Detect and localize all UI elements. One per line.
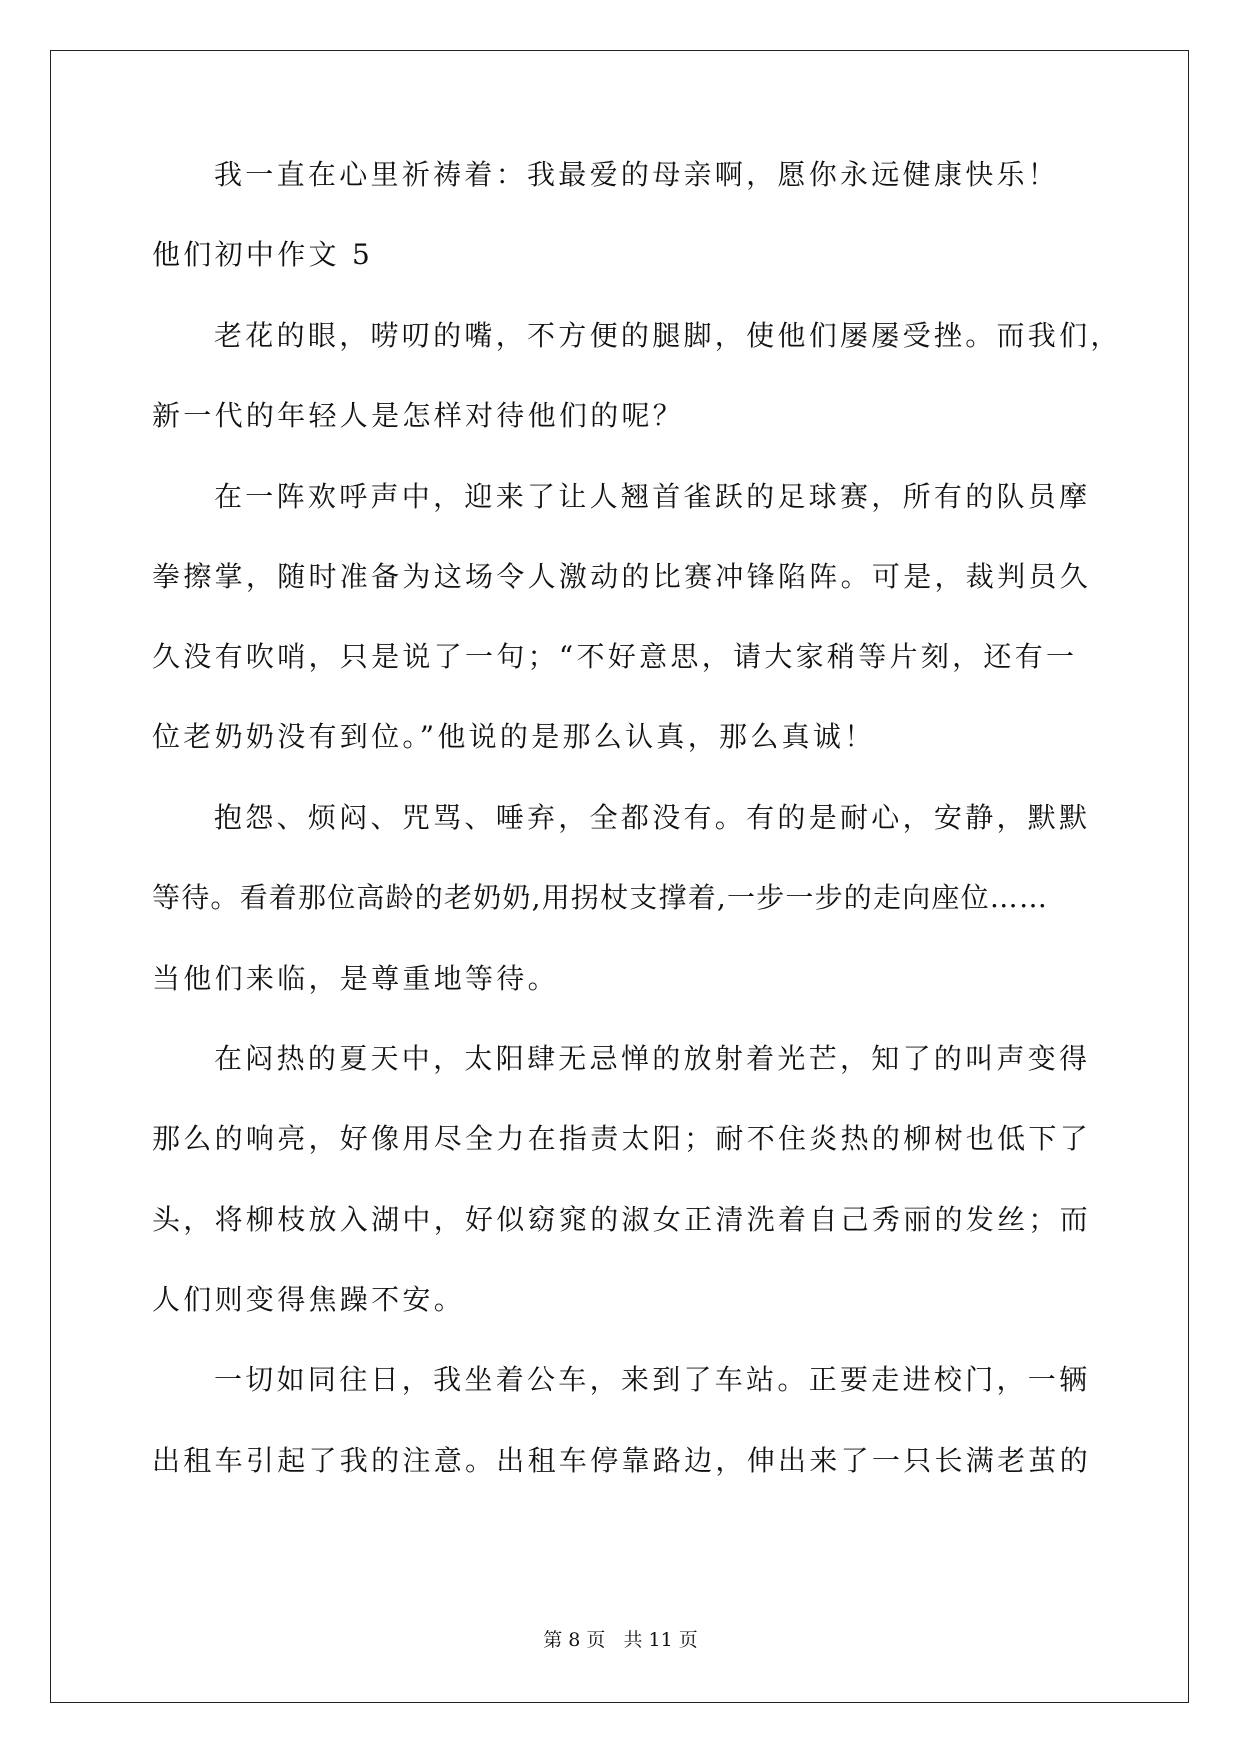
paragraph-line: 在闷热的夏天中，太阳肆无忌惮的放射着光芒，知了的叫声变得 <box>214 1042 1091 1075</box>
paragraph-line: 在一阵欢呼声中，迎来了让人翘首雀跃的足球赛，所有的队员摩 <box>214 480 1091 513</box>
page-number: 第 8 页 <box>543 1629 606 1651</box>
paragraph-line: 久没有吹哨，只是说了一句；“不好意思，请大家稍等片刻，还有一 <box>152 640 1078 673</box>
paragraph-line: 当他们来临，是尊重地等待。 <box>152 962 559 995</box>
paragraph-line: 头，将柳枝放入湖中，好似窈窕的淑女正清洗着自己秀丽的发丝；而 <box>152 1203 1092 1236</box>
page-footer <box>0 1625 1241 1655</box>
section-heading: 他们初中作文 5 <box>152 238 374 271</box>
page-total: 共 11 页 <box>623 1629 698 1651</box>
paragraph-line: 我一直在心里祈祷着：我最爱的母亲啊，愿你永远健康快乐！ <box>214 158 1060 191</box>
paragraph-line: 等待。看着那位高龄的老奶奶,用拐杖支撑着,一步一步的走向座位…… <box>152 881 1049 914</box>
paragraph-line: 人们则变得焦躁不安。 <box>152 1283 466 1316</box>
paragraph-line: 拳擦掌，随时准备为这场令人激动的比赛冲锋陷阵。可是，裁判员久 <box>152 560 1092 593</box>
paragraph-line: 一切如同往日，我坐着公车，来到了车站。正要走进校门，一辆 <box>214 1363 1091 1396</box>
paragraph-line: 那么的响亮，好像用尽全力在指责太阳；耐不住炎热的柳树也低下了 <box>152 1122 1092 1155</box>
paragraph-line: 位老奶奶没有到位。”他说的是那么认真，那么真诚！ <box>152 720 876 753</box>
paragraph-line: 抱怨、烦闷、咒骂、唾弃，全都没有。有的是耐心，安静，默默 <box>214 801 1091 834</box>
paragraph-line: 新一代的年轻人是怎样对待他们的呢？ <box>152 399 685 432</box>
paragraph-line: 老花的眼，唠叨的嘴，不方便的腿脚，使他们屡屡受挫。而我们， <box>214 319 1122 352</box>
paragraph-line: 出租车引起了我的注意。出租车停靠路边，伸出来了一只长满老茧的 <box>152 1444 1092 1477</box>
